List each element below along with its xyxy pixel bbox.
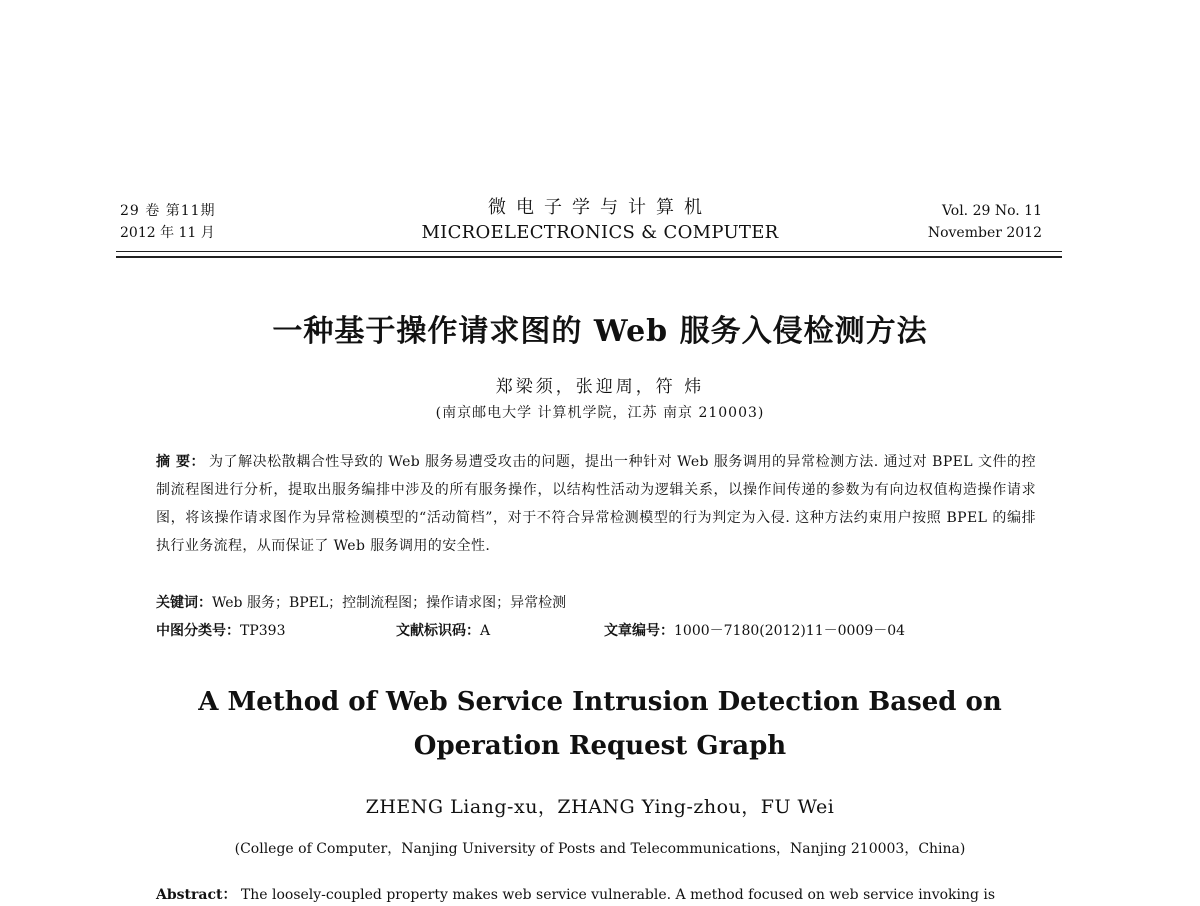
abstract-text-en: The loosely-coupled property makes web service vulnerable. A method focused on web service invoking is	[236, 887, 996, 903]
paper-title-en	[0, 680, 1200, 768]
abstract-en	[156, 884, 1036, 906]
affiliation-cn: (南京邮电大学 计算机学院，江苏 南京 210003)	[435, 405, 765, 421]
clc-label: 中图分类号：	[156, 623, 240, 639]
document-code	[396, 618, 490, 644]
date-cn: 2012 年 11 月	[120, 225, 215, 241]
journal-issue-cn	[120, 200, 216, 244]
header-divider-thick	[116, 256, 1062, 258]
abstract-label-en: Abstract：	[156, 887, 237, 903]
journal-title-cn: 微电子学与计算机	[488, 197, 712, 218]
paper-title-en-line2: Operation Request Graph	[413, 731, 787, 761]
keywords-text-cn: Web 服务；BPEL；控制流程图；操作请求图；异常检测	[212, 595, 567, 611]
paper-title-en-line1: A Method of Web Service Intrusion Detection Based on	[198, 687, 1002, 717]
header-divider-thin	[116, 251, 1062, 252]
keywords-cn	[156, 590, 1036, 616]
clc-number	[156, 618, 285, 644]
affiliation-en: (College of Computer，Nanjing University of Posts and Telecommunications，Nanjing 210003，China)	[234, 841, 966, 857]
article-no-label: 文章编号：	[604, 623, 674, 639]
journal-title	[370, 196, 830, 246]
abstract-text-cn: 为了解决松散耦合性导致的 Web 服务易遭受攻击的问题，提出一种针对 Web 服务调用的异常检测方法. 通过对 BPEL 文件的控制流程图进行分析，提取出服务编排中涉及的所有服务操作，以结构性活动为逻辑关系，以操作间传递的参数为有向边权值构造操作请求图，将该操作请求图作为异常检测模型的“活动简档”，对于不符合异常检测模型的行为判定为入侵. 这种方法约束用户按照 BPEL 的编排执行业务流程，从而保证了 Web 服务调用的安全性.	[156, 454, 1036, 554]
keywords-label-cn: 关键词：	[156, 595, 212, 611]
date-en: November 2012	[927, 225, 1042, 241]
abstract-cn	[156, 448, 1036, 560]
article-number	[604, 618, 905, 644]
journal-title-en: MICROELECTRONICS & COMPUTER	[421, 222, 779, 243]
doc-code-value: A	[480, 623, 491, 639]
authors-en: ZHENG Liang-xu，ZHANG Ying-zhou，FU Wei	[365, 796, 835, 818]
volume-issue-en: Vol. 29 No. 11	[941, 203, 1042, 219]
article-no-value: 1000－7180(2012)11－0009－04	[674, 623, 906, 639]
authors-cn: 郑梁须，张迎周，符 炜	[495, 377, 705, 397]
journal-issue-en	[928, 200, 1042, 244]
volume-issue-cn: 29 卷 第11期	[120, 203, 216, 219]
paper-title-cn: 一种基于操作请求图的 Web 服务入侵检测方法	[272, 314, 928, 349]
abstract-label-cn: 摘 要：	[156, 454, 206, 470]
doc-code-label: 文献标识码：	[396, 623, 480, 639]
clc-value: TP393	[240, 623, 286, 639]
